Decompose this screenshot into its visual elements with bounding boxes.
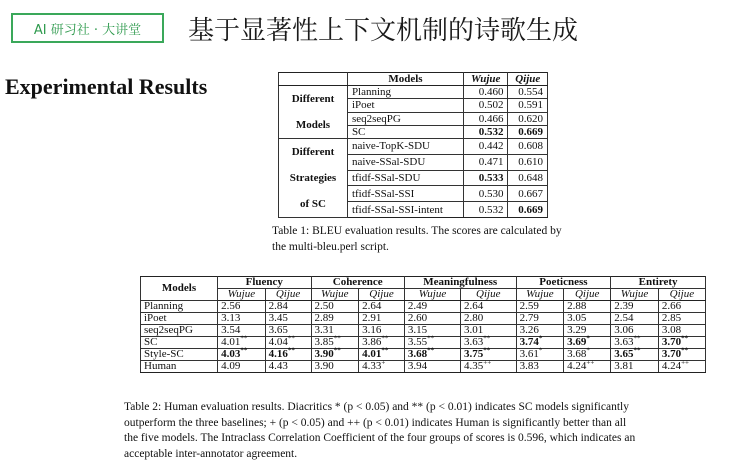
table-cell-value bbox=[311, 313, 359, 325]
table-cell-value bbox=[265, 346, 311, 361]
cell-number: 3.69 bbox=[567, 336, 587, 348]
corner-cell bbox=[279, 73, 348, 86]
table-cell-value bbox=[516, 361, 564, 373]
table-cell-value bbox=[461, 313, 517, 325]
cell-number: 3.94 bbox=[407, 360, 428, 372]
cell-number: 4.33 bbox=[362, 360, 382, 372]
cell-number: 4.43 bbox=[268, 360, 288, 372]
group-label-line: Different bbox=[291, 146, 335, 158]
table-cell-value bbox=[311, 346, 359, 361]
significance-mark: ** bbox=[240, 334, 248, 343]
table-cell-model: Human bbox=[141, 361, 218, 373]
cell-number: 3.08 bbox=[661, 324, 682, 336]
table-cell-value bbox=[404, 346, 460, 361]
table-cell-value: 0.442 bbox=[463, 139, 507, 155]
cell-number: 2.66 bbox=[661, 300, 682, 312]
cell-number: 4.01 bbox=[221, 336, 241, 348]
cell-number: 3.29 bbox=[567, 324, 587, 336]
cell-number: 2.85 bbox=[661, 312, 682, 324]
table-row bbox=[141, 349, 706, 361]
table-cell-model: iPoet bbox=[347, 99, 463, 112]
cell-number: 4.01 bbox=[362, 348, 382, 360]
table-cell-model: naive-SSal-SDU bbox=[347, 154, 463, 170]
sub-header-wujue: Wujue bbox=[218, 289, 266, 301]
col-group-entirety: Entirety bbox=[611, 277, 706, 289]
table-cell-value bbox=[265, 361, 311, 373]
sub-header-qijue: Qijue bbox=[461, 289, 517, 301]
table-cell-value: 0.608 bbox=[508, 139, 548, 155]
table-cell-model: iPoet bbox=[141, 313, 218, 325]
significance-mark: * bbox=[538, 346, 543, 355]
group-label-line: of SC bbox=[299, 198, 326, 210]
cell-number: 3.68 bbox=[407, 348, 428, 360]
col-group-poeticness: Poeticness bbox=[516, 277, 611, 289]
caption-line: Table 2: Human evaluation results. Diacritics * (p < 0.05) and ** (p < 0.01) indicates SC models significantly bbox=[124, 401, 629, 413]
significance-mark: ** bbox=[287, 334, 295, 343]
table-cell-value bbox=[359, 358, 405, 373]
cell-number: 4.35 bbox=[464, 360, 484, 372]
table-row bbox=[141, 313, 706, 325]
table-cell-value bbox=[404, 301, 460, 313]
table-cell-value: 0.667 bbox=[508, 186, 548, 202]
table-cell-model: seq2seqPG bbox=[347, 112, 463, 125]
col-header-models: Models bbox=[347, 73, 463, 86]
significance-mark: * bbox=[538, 334, 543, 343]
table-cell-value: 0.669 bbox=[508, 202, 548, 218]
significance-mark: ** bbox=[287, 346, 295, 355]
table-row bbox=[141, 337, 706, 349]
table-cell-value bbox=[359, 301, 405, 313]
table-cell-value: 0.591 bbox=[508, 99, 548, 112]
table-cell-value: 0.532 bbox=[463, 202, 507, 218]
cell-number: 2.84 bbox=[268, 300, 288, 312]
cell-number: 3.05 bbox=[567, 312, 587, 324]
sub-header-qijue: Qijue bbox=[265, 289, 311, 301]
slide-title: 基于显著性上下文机制的诗歌生成 bbox=[188, 16, 579, 46]
table-cell-value bbox=[218, 346, 266, 361]
significance-mark: ** bbox=[381, 334, 389, 343]
col-header-models: Models bbox=[141, 277, 218, 301]
significance-mark: ** bbox=[333, 346, 341, 355]
table-cell-value bbox=[404, 361, 460, 373]
table-cell-value bbox=[658, 301, 705, 313]
cell-number: 3.65 bbox=[614, 348, 634, 360]
cell-number: 3.85 bbox=[314, 336, 334, 348]
table-cell-value bbox=[658, 313, 705, 325]
table-cell-value bbox=[611, 346, 659, 361]
table-cell-value: 0.648 bbox=[508, 170, 548, 186]
significance-mark: ** bbox=[381, 346, 389, 355]
cell-number: 3.55 bbox=[407, 336, 428, 348]
table-cell-value bbox=[265, 313, 311, 325]
table-cell-value: 0.466 bbox=[463, 112, 507, 125]
table-cell-value: 0.610 bbox=[508, 154, 548, 170]
significance-mark: * bbox=[586, 346, 590, 355]
cell-number: 3.68 bbox=[567, 348, 587, 360]
table-cell-value: 0.502 bbox=[463, 99, 507, 112]
table-cell-model: Planning bbox=[347, 86, 463, 99]
bleu-table bbox=[278, 72, 548, 218]
cell-number: 4.16 bbox=[268, 348, 288, 360]
sub-header-qijue: Qijue bbox=[359, 289, 405, 301]
cell-number: 3.63 bbox=[464, 336, 484, 348]
group-label-strategies bbox=[279, 139, 348, 218]
table-cell-value bbox=[218, 301, 266, 313]
cell-number: 3.75 bbox=[464, 348, 484, 360]
sub-header-wujue: Wujue bbox=[611, 289, 659, 301]
cell-number: 3.74 bbox=[519, 336, 539, 348]
table-cell-value: 0.620 bbox=[508, 112, 548, 125]
cell-number: 3.31 bbox=[314, 324, 334, 336]
table-row bbox=[141, 325, 706, 337]
group-label-models bbox=[279, 86, 348, 139]
significance-mark: ** bbox=[427, 334, 435, 343]
table-cell-value bbox=[461, 358, 517, 373]
sub-header-qijue: Qijue bbox=[564, 289, 611, 301]
table-cell-value: 0.460 bbox=[463, 86, 507, 99]
cell-number: 2.64 bbox=[464, 300, 484, 312]
cell-number: 3.61 bbox=[519, 348, 539, 360]
table-cell-value: 0.532 bbox=[463, 125, 507, 138]
cell-number: 2.50 bbox=[314, 300, 334, 312]
cell-number: 3.06 bbox=[614, 324, 634, 336]
table-cell-value bbox=[564, 301, 611, 313]
sub-header-wujue: Wujue bbox=[404, 289, 460, 301]
cell-number: 3.86 bbox=[362, 336, 382, 348]
cell-number: 2.88 bbox=[567, 300, 587, 312]
table-cell-value bbox=[311, 301, 359, 313]
significance-mark: ** bbox=[483, 346, 491, 355]
table-cell-model: tfidf-SSal-SDU bbox=[347, 170, 463, 186]
table-cell-model: seq2seqPG bbox=[141, 325, 218, 337]
cell-number: 3.90 bbox=[314, 348, 334, 360]
col-group-fluency: Fluency bbox=[218, 277, 311, 289]
col-group-coherence: Coherence bbox=[311, 277, 404, 289]
significance-mark: * bbox=[586, 334, 590, 343]
cell-number: 2.59 bbox=[519, 300, 539, 312]
table-cell-value bbox=[564, 358, 611, 373]
significance-mark: ** bbox=[427, 346, 435, 355]
cell-number: 2.89 bbox=[314, 312, 334, 324]
cell-number: 2.39 bbox=[614, 300, 634, 312]
cell-number: 3.81 bbox=[614, 360, 634, 372]
col-header-qijue: Qijue bbox=[508, 73, 548, 86]
cell-number: 3.13 bbox=[221, 312, 241, 324]
cell-number: 3.01 bbox=[464, 324, 484, 336]
table-row bbox=[141, 301, 706, 313]
table-cell-value: 0.530 bbox=[463, 186, 507, 202]
significance-mark: ** bbox=[633, 346, 641, 355]
significance-mark: ** bbox=[681, 334, 689, 343]
caption-line: acceptable inter-annotator agreement. bbox=[124, 447, 298, 460]
cell-number: 3.54 bbox=[221, 324, 241, 336]
cell-number: 4.04 bbox=[268, 336, 288, 348]
significance-mark: ** bbox=[240, 346, 248, 355]
cell-number: 3.15 bbox=[407, 324, 428, 336]
sub-header-qijue: Qijue bbox=[658, 289, 705, 301]
table-cell-value: 0.471 bbox=[463, 154, 507, 170]
table-row bbox=[141, 361, 706, 373]
cell-number: 3.70 bbox=[661, 336, 682, 348]
table2-caption bbox=[124, 400, 724, 462]
table-cell-value bbox=[611, 313, 659, 325]
cell-number: 3.83 bbox=[519, 360, 539, 372]
sub-header-wujue: Wujue bbox=[516, 289, 564, 301]
table-cell-value bbox=[611, 361, 659, 373]
cell-number: 2.56 bbox=[221, 300, 241, 312]
cell-number: 4.03 bbox=[221, 348, 241, 360]
table-cell-value bbox=[658, 358, 705, 373]
table1-caption: Table 1: BLEU evaluation results. The scores are calculated by the multi-bleu.perl script. bbox=[272, 225, 562, 253]
table-cell-model: SC bbox=[141, 337, 218, 349]
cell-number: 2.60 bbox=[407, 312, 428, 324]
table-cell-value bbox=[359, 313, 405, 325]
cell-number: 3.90 bbox=[314, 360, 334, 372]
table-cell-value: 0.554 bbox=[508, 86, 548, 99]
table-cell-value: 0.533 bbox=[463, 170, 507, 186]
cell-number: 2.91 bbox=[362, 312, 382, 324]
cell-number: 3.45 bbox=[268, 312, 288, 324]
cell-number: 2.49 bbox=[407, 300, 428, 312]
cell-number: 3.70 bbox=[661, 348, 682, 360]
table-cell-model: Style-SC bbox=[141, 349, 218, 361]
table-cell-value bbox=[564, 313, 611, 325]
caption-line: outperform the three baselines; + (p < 0.05) and ++ (p < 0.01) indicates Human is significantly better than all bbox=[124, 416, 627, 429]
brand-badge-label: AI 研习社 · 大讲堂 bbox=[33, 22, 142, 38]
table-cell-model: Planning bbox=[141, 301, 218, 313]
table-cell-value bbox=[611, 301, 659, 313]
human-eval-table bbox=[140, 276, 706, 373]
cell-number: 4.24 bbox=[661, 360, 682, 372]
group-label-line: Strategies bbox=[289, 172, 337, 184]
significance-mark: ++ bbox=[586, 358, 595, 367]
table-cell-value bbox=[461, 301, 517, 313]
cell-number: 2.80 bbox=[464, 312, 484, 324]
cell-number: 4.09 bbox=[221, 360, 241, 372]
significance-mark: ++ bbox=[681, 358, 689, 367]
table-cell-model: naive-TopK-SDU bbox=[347, 139, 463, 155]
significance-mark: ** bbox=[483, 334, 491, 343]
cell-number: 3.65 bbox=[268, 324, 288, 336]
caption-line: the five models. The Intraclass Correlation Coefficient of the four groups of scores is 0.596, which indicates an bbox=[124, 432, 636, 444]
col-group-meaningfulness: Meaningfulness bbox=[404, 277, 516, 289]
significance-mark: ++ bbox=[483, 358, 492, 367]
significance-mark: ** bbox=[681, 346, 689, 355]
significance-mark: + bbox=[381, 358, 386, 367]
table-cell-value bbox=[311, 361, 359, 373]
cell-number: 2.64 bbox=[362, 300, 382, 312]
cell-number: 2.54 bbox=[614, 312, 634, 324]
table-cell-model: SC bbox=[347, 125, 463, 138]
table-cell-value bbox=[218, 313, 266, 325]
col-header-wujue: Wujue bbox=[463, 73, 507, 86]
section-title: Experimental Results bbox=[5, 74, 208, 99]
table-cell-model: tfidf-SSal-SSI bbox=[347, 186, 463, 202]
cell-number: 3.16 bbox=[362, 324, 382, 336]
table-cell-value bbox=[516, 346, 564, 361]
brand-badge bbox=[11, 13, 164, 43]
significance-mark: ** bbox=[633, 334, 641, 343]
table-cell-value bbox=[516, 301, 564, 313]
table-cell-value bbox=[218, 361, 266, 373]
table-cell-model: tfidf-SSal-SSI-intent bbox=[347, 202, 463, 218]
table-cell-value bbox=[404, 313, 460, 325]
table-cell-value: 0.669 bbox=[508, 125, 548, 138]
sub-header-wujue: Wujue bbox=[311, 289, 359, 301]
cell-number: 3.26 bbox=[519, 324, 539, 336]
group-label-line: Different bbox=[291, 93, 335, 105]
significance-mark: ** bbox=[333, 334, 341, 343]
cell-number: 4.24 bbox=[567, 360, 587, 372]
group-label-line: Models bbox=[295, 119, 331, 131]
cell-number: 2.79 bbox=[519, 312, 539, 324]
table-cell-value bbox=[265, 301, 311, 313]
table-cell-value bbox=[516, 313, 564, 325]
cell-number: 3.63 bbox=[614, 336, 634, 348]
